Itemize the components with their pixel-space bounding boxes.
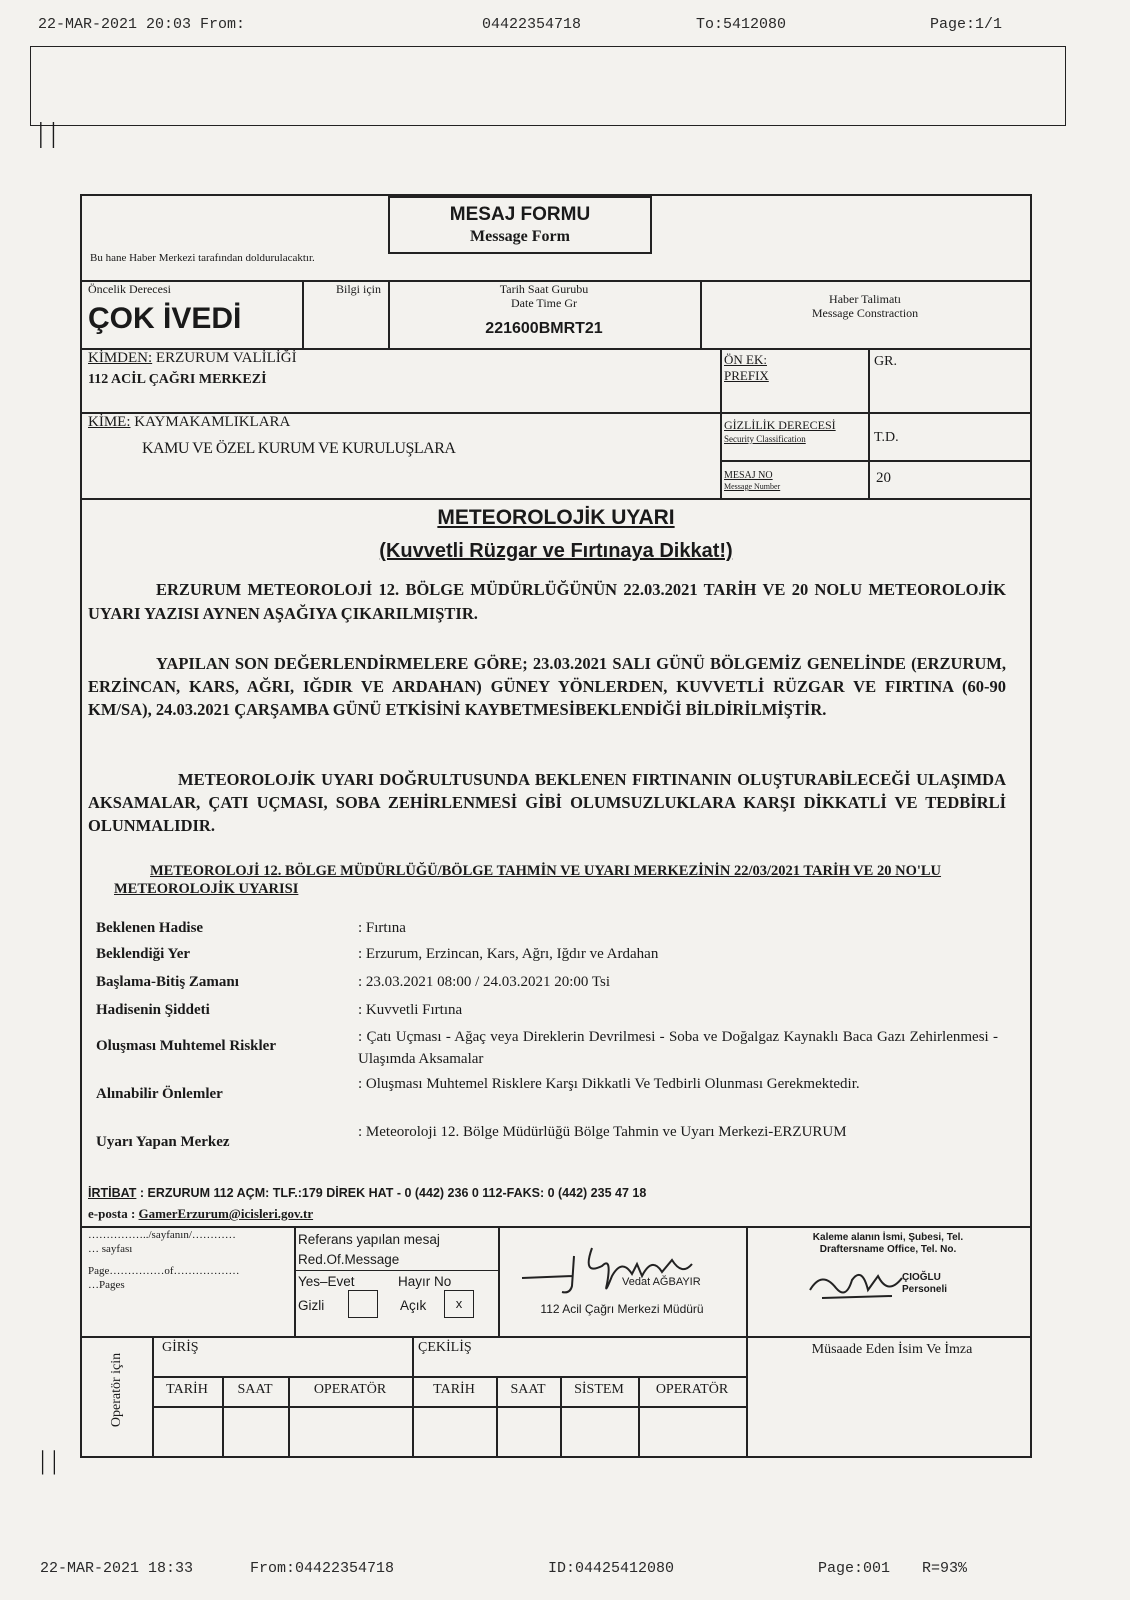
reference-heading: METEOROLOJİ 12. BÖLGE MÜDÜRLÜĞÜ/BÖLGE TAHMİN VE UYARI MERKEZİNİN 22/03/2021 TARİH VE 20 NO'LU METEOROLOJİK UYARISI (114, 863, 942, 897)
detail-label: Uyarı Yapan Merkez (96, 1134, 230, 1150)
open-label: Açık (400, 1298, 427, 1313)
form-title-box (388, 196, 652, 254)
prefix-value: GR. (874, 354, 897, 369)
dtg-label: Tarih Saat Gurubu Date Time Gr (499, 282, 589, 310)
exit-system-header: SİSTEM (574, 1382, 624, 1397)
header-blank-box (30, 46, 1066, 126)
prefix-label: ÖN EK: PREFIX (724, 352, 769, 383)
from-value-line2: 112 ACİL ÇAĞRI MERKEZİ (88, 372, 267, 387)
email-link[interactable]: GamerErzurum@icisleri.gov.tr (138, 1206, 314, 1221)
detail-label: Hadisenin Şiddeti (96, 1002, 210, 1018)
approver-label: Müsaade Eden İsim Ve İmza (811, 1342, 973, 1357)
margin-mark: | | (38, 118, 57, 149)
entry-date-header: TARİH (166, 1382, 208, 1397)
priority-label: Öncelik Derecesi (88, 282, 171, 296)
fax-header-to: To:5412080 (696, 16, 787, 33)
yes-option[interactable]: Yes–Evet (298, 1274, 355, 1289)
to-value-line2: KAMU VE ÖZEL KURUM VE KURULUŞLARA (142, 440, 456, 457)
exit-label: ÇEKİLİŞ (418, 1340, 472, 1355)
fax-footer-page: Page:001 (818, 1560, 891, 1577)
no-option[interactable]: Hayır No (398, 1274, 452, 1289)
detail-value: : 23.03.2021 08:00 / 24.03.2021 20:00 Tsi (358, 974, 611, 990)
form-note: Bu hane Haber Merkezi tarafından doldurulacaktır. (90, 252, 315, 264)
paragraph-1: ERZURUM METEOROLOJİ 12. BÖLGE MÜDÜRLÜĞÜNÜN 22.03.2021 TARİH VE 20 NOLU METEOROLOJİK UYARI YAZISI AYNEN AŞAĞIYA ÇIKARILMIŞTIR. (88, 580, 1006, 623)
drafter-name: ÇIOĞLU Personeli (902, 1272, 948, 1295)
dtg-value: 221600BMRT21 (485, 320, 603, 337)
paragraph-3: METEOROLOJİK UYARI DOĞRULTUSUNDA BEKLENEN FIRTINANIN OLUŞTURABİLECEĞİ ULAŞIMDA AKSAMALAR, ÇATI UÇMASI, SOBA ZEHİRLENMESİ GİBİ OLUMSUZLUKLARA KARŞI DİKKATLİ VE TEDBİRLİ OLUNMALIDIR. (88, 770, 1006, 835)
to-field: KİME: KAYMAKAMLIKLARA (88, 414, 291, 430)
margin-mark: | | (40, 1446, 57, 1475)
fax-footer-ratio: R=93% (922, 1560, 968, 1577)
entry-time-header: SAAT (237, 1382, 273, 1397)
signer-name: Vedat AĞBAYIR (622, 1276, 701, 1288)
warning-subheading: (Kuvvetli Rüzgar ve Fırtınaya Dikkat!) (379, 540, 733, 562)
open-checkbox[interactable]: x (444, 1290, 474, 1318)
warning-heading: METEOROLOJİK UYARI (437, 506, 675, 529)
detail-value: : Çatı Uçması - Ağaç veya Direklerin Devrilmesi - Soba ve Doğalgaz Kaynaklı Baca Gazı Zehirlenmesi - Ulaşımda Aksamalar (358, 1029, 998, 1067)
reference-message-field: Referans yapılan mesaj Red.Of.Message (298, 1232, 440, 1267)
detail-value: : Kuvvetli Fırtına (358, 1002, 463, 1018)
contact-line: İRTİBAT : ERZURUM 112 AÇM: TLF.:179 DİREK HAT - 0 (442) 236 0 112-FAKS: 0 (442) 235 47 18 (88, 1186, 647, 1200)
secret-label: Gizli (298, 1298, 325, 1313)
exit-time-header: SAAT (510, 1382, 546, 1397)
message-number-label: MESAJ NO Message Number (724, 470, 781, 491)
message-number-value: 20 (876, 470, 891, 486)
fax-footer-id: ID:04425412080 (548, 1560, 675, 1577)
email-line: e-posta : GamerErzurum@icisleri.gov.tr (88, 1206, 314, 1221)
fax-header-number: 04422354718 (482, 16, 582, 33)
message-form (80, 194, 1032, 1458)
priority-value: ÇOK İVEDİ (88, 302, 242, 335)
signer-title: 112 Acil Çağrı Merkezi Müdürü (540, 1302, 704, 1316)
operator-label: Operatör için (109, 1352, 124, 1428)
fax-header-datetime: 22-MAR-2021 20:03 From: (38, 16, 246, 33)
detail-label: Alınabilir Önlemler (96, 1086, 223, 1102)
detail-value: : Erzurum, Erzincan, Kars, Ağrı, Iğdır ve Ardahan (358, 946, 659, 962)
detail-value: : Fırtına (358, 920, 406, 936)
form-subtitle: Message Form (470, 228, 570, 245)
entry-label: GİRİŞ (162, 1340, 199, 1355)
page-count-field: ……………../sayfanın/………… … sayfası Page……………of……………… …Pages (88, 1229, 240, 1291)
instruction-label: Haber Talimatı Message Constraction (811, 292, 919, 320)
detail-value: : Oluşması Muhtemel Risklere Karşı Dikkatli Ve Tedbirli Olunması Gerekmektedir. (358, 1076, 860, 1092)
fax-footer-datetime: 22-MAR-2021 18:33 (40, 1560, 194, 1577)
exit-operator-header: OPERATÖR (655, 1382, 729, 1397)
info-label: Bilgi için (336, 282, 381, 296)
security-value: T.D. (874, 430, 899, 445)
drafter-label: Kaleme alanın İsmi, Şubesi, Tel. Draftersname Office, Tel. No. (812, 1232, 964, 1255)
detail-label: Beklenen Hadise (96, 920, 204, 936)
fax-footer-from: From:04422354718 (250, 1560, 395, 1577)
paragraph-2: YAPILAN SON DEĞERLENDİRMELERE GÖRE; 23.03.2021 SALI GÜNÜ BÖLGEMİZ GENELİNDE (ERZURUM, ERZİNCAN, KARS, AĞRI, IĞDIR VE ARDAHAN) GÜNEY YÖNLERDEN, KUVVETLİ RÜZGAR VE FIRTINA (60-90 KM/SA), 24.03.2021 ÇARŞAMBA GÜNÜ ETKİSİNİ KAYBETMESİBEKLENDİĞİ BİLDİRİLMİŞTİR. (88, 654, 1006, 719)
detail-label: Oluşması Muhtemel Riskler (96, 1038, 276, 1054)
entry-operator-header: OPERATÖR (313, 1382, 387, 1397)
fax-header-page: Page:1/1 (930, 16, 1003, 33)
detail-label: Beklendiği Yer (96, 946, 191, 962)
security-label: GİZLİLİK DERECESİ Security Classification (724, 418, 836, 444)
exit-date-header: TARİH (433, 1382, 475, 1397)
detail-value: : Meteoroloji 12. Bölge Müdürlüğü Bölge Tahmin ve Uyarı Merkezi-ERZURUM (358, 1124, 847, 1140)
from-field: KİMDEN: ERZURUM VALİLİĞİ (88, 350, 297, 366)
secret-checkbox[interactable] (348, 1290, 378, 1318)
form-title: MESAJ FORMU (449, 204, 591, 225)
detail-label: Başlama-Bitiş Zamanı (96, 974, 239, 990)
